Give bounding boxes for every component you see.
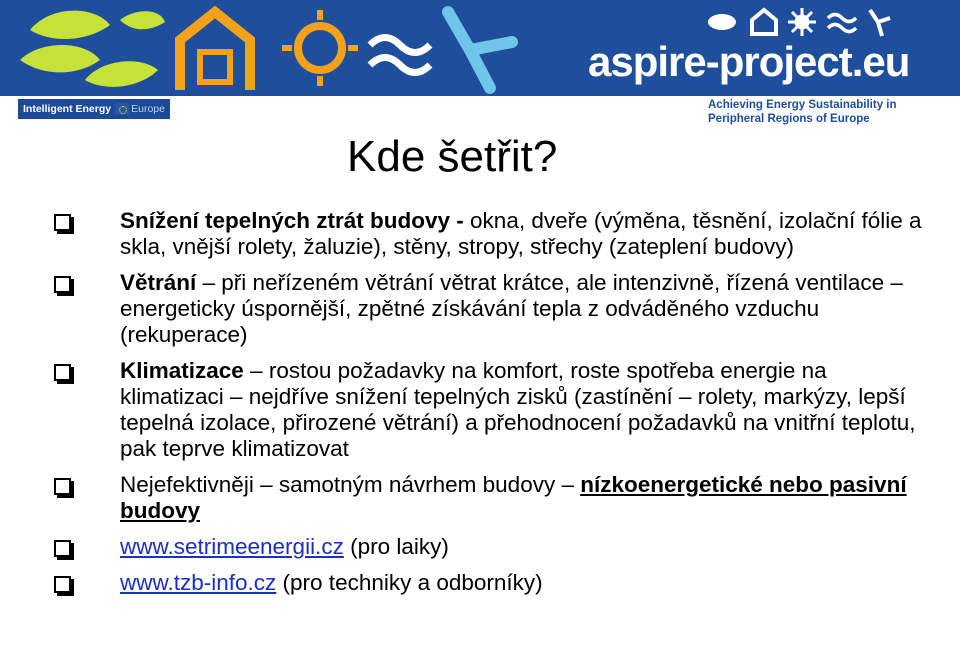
item-text: okna, dveře (výměna, těsnění, izolační fólie a skla, vnější rolety, žaluzie), stěny, stropy, střechy (zateplení budovy) bbox=[120, 208, 922, 259]
setrimeenergii-link[interactable]: www.setrimeenergii.cz bbox=[120, 534, 344, 559]
item-lead: Klimatizace bbox=[120, 358, 244, 383]
eu-flag-icon bbox=[115, 103, 129, 115]
sun-icon bbox=[298, 26, 342, 70]
list-item bbox=[46, 534, 936, 560]
item-emphasis: nízkoenergetické nebo pasivní budovy bbox=[120, 472, 907, 523]
site-logo-text: aspire-project.eu bbox=[588, 38, 910, 85]
list-item bbox=[46, 472, 936, 524]
small-house-icon bbox=[752, 10, 776, 34]
checkbox-bullet-icon bbox=[54, 478, 71, 495]
item-text: Nejefektivněji – samotným návrhem budovy – bbox=[120, 472, 581, 497]
tagline bbox=[708, 98, 897, 126]
bullet-list bbox=[46, 208, 936, 606]
list-item bbox=[46, 570, 936, 596]
checkbox-bullet-icon bbox=[54, 214, 71, 231]
house-icon bbox=[180, 12, 250, 90]
sun-rays-icon bbox=[282, 10, 358, 86]
small-sun-icon bbox=[788, 8, 816, 36]
checkbox-bullet-icon bbox=[54, 576, 71, 593]
badge-main-text: Intelligent Energy bbox=[23, 103, 112, 115]
wave-icon bbox=[370, 38, 430, 73]
leaf-icon bbox=[20, 11, 165, 87]
header-banner bbox=[0, 0, 960, 96]
checkbox-bullet-icon bbox=[54, 364, 71, 381]
turbine-icon bbox=[448, 12, 512, 88]
list-item bbox=[46, 358, 936, 462]
tagline-line-1: Achieving Energy Sustainability in bbox=[708, 99, 897, 111]
list-item bbox=[46, 208, 936, 260]
small-wave-icon bbox=[828, 15, 856, 32]
small-leaf-icon bbox=[708, 14, 736, 30]
item-lead: Větrání bbox=[120, 270, 197, 295]
small-turbine-icon bbox=[870, 10, 890, 36]
badge-eu-text: Europe bbox=[131, 103, 165, 115]
checkbox-bullet-icon bbox=[54, 540, 71, 557]
tzb-info-link[interactable]: www.tzb-info.cz bbox=[120, 570, 277, 595]
intelligent-energy-badge bbox=[18, 99, 170, 119]
tagline-line-2: Peripheral Regions of Europe bbox=[708, 113, 870, 125]
item-text: – při neřízeném větrání větrat krátce, ale intenzivně, řízená ventilace – energeticky úspornější, zpětné získávání tepla z odváděného vzduchu (rekuperace) bbox=[120, 270, 903, 347]
list-item bbox=[46, 270, 936, 348]
slide-title: Kde šetřit? bbox=[347, 132, 558, 181]
item-text: – rostou požadavky na komfort, roste spotřeba energie na klimatizaci – nejdříve snížení tepelných zisků (zastínění – rolety, markýzy, lepší tepelná izolace, přirozené větrání) a přehodnocení požadavků na vnitřní teplotu, pak teprve klimatizovat bbox=[120, 358, 916, 461]
checkbox-bullet-icon bbox=[54, 276, 71, 293]
item-text: (pro techniky a odborníky) bbox=[276, 570, 543, 595]
item-text: (pro laiky) bbox=[343, 534, 449, 559]
item-lead: Snížení tepelných ztrát budovy - bbox=[120, 208, 464, 233]
